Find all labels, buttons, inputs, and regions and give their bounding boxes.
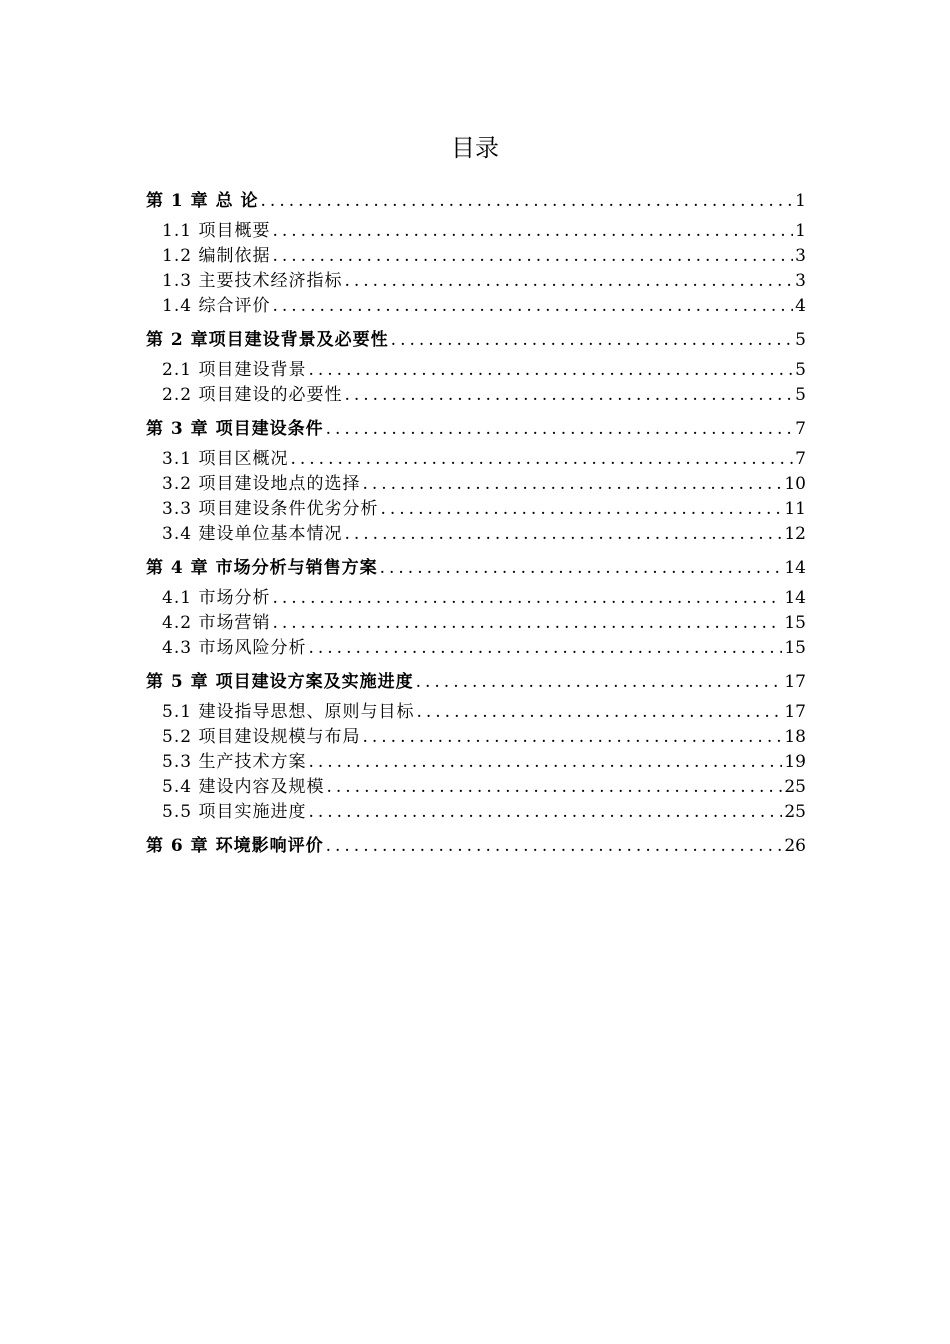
toc-page-number: 17 [784,672,806,692]
toc-section-entry[interactable] [146,497,806,522]
dot-leader [344,383,793,408]
page-title: 目录 [451,134,499,162]
toc-page-number: 5 [795,385,806,405]
toc-page-number: 1 [795,191,806,211]
toc-entry-label: 第 3 章 项目建设条件 [146,419,324,439]
toc-page-number: 5 [795,330,806,350]
toc-entry-label: 第 1 章 总 论 [146,191,259,211]
toc-entry-label: 5.5 项目实施进度 [162,802,307,822]
dot-leader [272,219,793,244]
toc-page-number: 1 [795,221,806,241]
toc-entry-label: 4.1 市场分析 [162,588,271,608]
toc-entry-label: 5.1 建设指导思想、原则与目标 [162,702,415,722]
toc-section-entry[interactable] [146,750,806,775]
toc-section-entry[interactable] [146,586,806,611]
toc-page-number: 3 [795,246,806,266]
toc-entry-label: 第 2 章项目建设背景及必要性 [146,330,389,350]
toc-page-number: 11 [784,499,806,519]
toc-page-number: 10 [784,474,806,494]
toc-page-number: 18 [784,727,806,747]
toc-chapter-entry[interactable] [146,829,806,864]
toc-entry-label: 5.2 项目建设规模与布局 [162,727,361,747]
dot-leader [308,636,782,661]
toc-entry-label: 3.2 项目建设地点的选择 [162,474,361,494]
dot-leader [272,611,782,636]
toc-entry-label: 3.4 建设单位基本情况 [162,524,343,544]
dot-leader [362,725,782,750]
toc-entry-label: 2.2 项目建设的必要性 [162,385,343,405]
toc-section-entry[interactable] [146,294,806,319]
toc-section-entry[interactable] [146,636,806,661]
toc-chapter-entry[interactable] [146,412,806,447]
toc-section-entry[interactable] [146,700,806,725]
toc-section-entry[interactable] [146,522,806,547]
toc-page-number: 15 [784,613,806,633]
dot-leader [416,700,782,725]
toc-section-entry[interactable] [146,775,806,800]
dot-leader [326,829,783,864]
dot-leader [344,269,793,294]
dot-leader [290,447,793,472]
dot-leader [308,750,782,775]
toc-page-number: 12 [784,524,806,544]
toc-page-number: 17 [784,702,806,722]
dot-leader [272,244,793,269]
toc-page-number: 26 [784,836,806,856]
toc-section-entry[interactable] [146,383,806,408]
toc-section-entry[interactable] [146,244,806,269]
dot-leader [272,294,793,319]
toc-section-entry[interactable] [146,611,806,636]
toc-page-number: 3 [795,271,806,291]
toc-page-number: 14 [784,558,806,578]
toc-section-entry[interactable] [146,447,806,472]
dot-leader [344,522,782,547]
toc-page-number: 15 [784,638,806,658]
dot-leader [326,412,794,447]
toc-chapter-entry[interactable] [146,665,806,700]
dot-leader [326,775,782,800]
toc-entry-label: 2.1 项目建设背景 [162,360,307,380]
toc-section-entry[interactable] [146,269,806,294]
toc-section-entry[interactable] [146,725,806,750]
toc-entry-label: 4.2 市场营销 [162,613,271,633]
toc-entry-label: 5.4 建设内容及规模 [162,777,325,797]
toc-section-entry[interactable] [146,219,806,244]
dot-leader [272,586,782,611]
toc-entry-label: 第 4 章 市场分析与销售方案 [146,558,378,578]
toc-page-number: 5 [795,360,806,380]
toc-entry-label: 1.3 主要技术经济指标 [162,271,343,291]
toc-section-entry[interactable] [146,800,806,825]
toc-chapter-entry[interactable] [146,184,806,219]
toc-page-number: 14 [784,588,806,608]
toc-section-entry[interactable] [146,472,806,497]
table-of-contents [146,180,806,864]
toc-entry-label: 1.4 综合评价 [162,296,271,316]
toc-chapter-entry[interactable] [146,323,806,358]
dot-leader [380,497,782,522]
dot-leader [380,551,783,586]
toc-entry-label: 1.1 项目概要 [162,221,271,241]
dot-leader [362,472,782,497]
dot-leader [261,184,794,219]
dot-leader [416,665,783,700]
toc-page-number: 7 [795,449,806,469]
toc-entry-label: 第 6 章 环境影响评价 [146,836,324,856]
toc-entry-label: 第 5 章 项目建设方案及实施进度 [146,672,414,692]
toc-entry-label: 1.2 编制依据 [162,246,271,266]
toc-page-number: 19 [784,752,806,772]
toc-page-number: 25 [784,802,806,822]
dot-leader [308,358,793,383]
toc-section-entry[interactable] [146,358,806,383]
toc-page-number: 25 [784,777,806,797]
toc-entry-label: 5.3 生产技术方案 [162,752,307,772]
toc-entry-label: 3.1 项目区概况 [162,449,289,469]
toc-entry-label: 3.3 项目建设条件优劣分析 [162,499,379,519]
toc-entry-label: 4.3 市场风险分析 [162,638,307,658]
toc-chapter-entry[interactable] [146,551,806,586]
toc-page-number: 7 [795,419,806,439]
dot-leader [391,323,794,358]
toc-page-number: 4 [795,296,806,316]
dot-leader [308,800,782,825]
